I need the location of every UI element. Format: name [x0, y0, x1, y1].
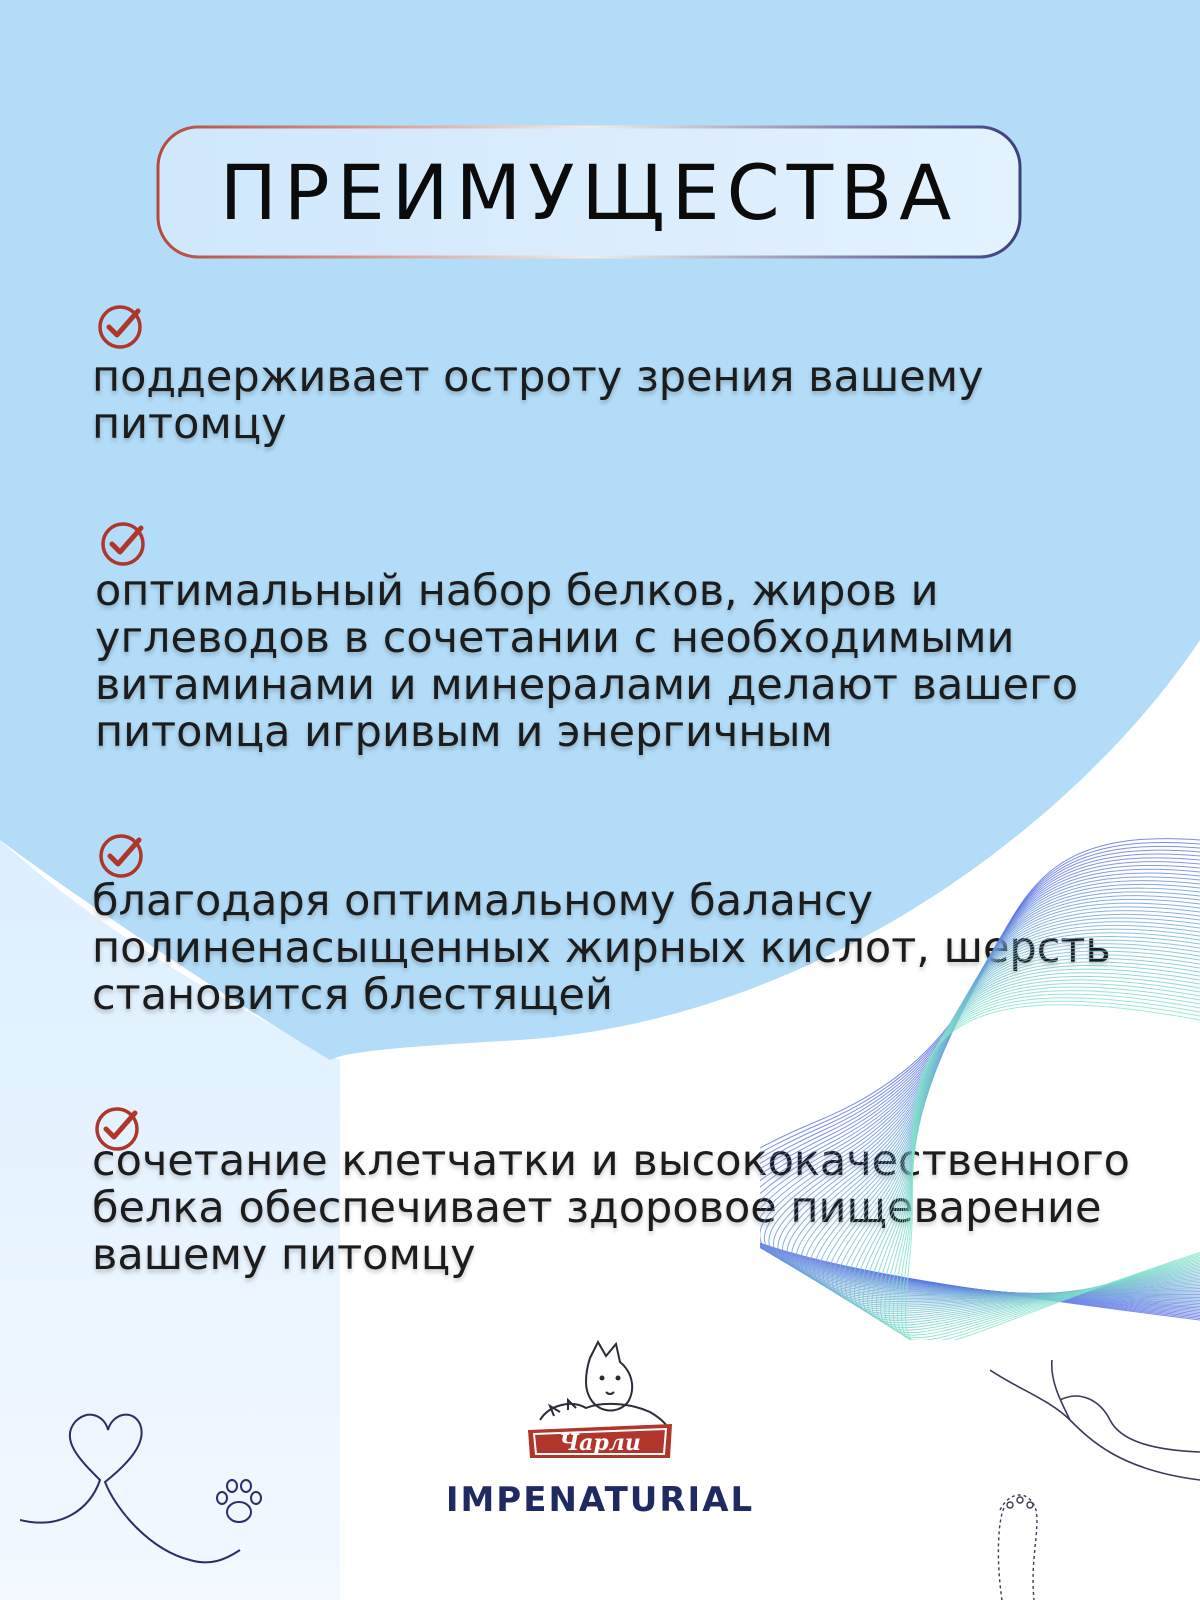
- wave-line: [801, 918, 1200, 1295]
- benefit-line: питомцу: [92, 399, 287, 449]
- benefit-line: оптимальный набор белков, жиров и: [95, 566, 939, 616]
- wave-line: [769, 892, 1200, 1299]
- wave-lines-decoration: [760, 820, 1200, 1340]
- wave-line: [760, 881, 1200, 1304]
- benefit-line: витаминами и минералами делают вашего: [95, 660, 1079, 710]
- wave-line: [760, 846, 1200, 1317]
- benefit-line: благодаря оптимальному балансу: [92, 876, 874, 926]
- wave-line: [760, 854, 1200, 1314]
- check-circle-icon: [97, 832, 145, 880]
- page-title: ПРЕИМУЩЕСТВА: [219, 147, 959, 237]
- wave-line: [760, 865, 1200, 1309]
- benefit-text: [92, 354, 984, 448]
- wave-line: [760, 884, 1200, 1302]
- benefit-line: поддерживает остроту зрения вашему: [92, 352, 984, 402]
- brand-name: IMPENATURIAL: [445, 1480, 755, 1520]
- wave-line: [760, 869, 1200, 1308]
- benefit-line: углеводов в сочетании с необходимыми: [95, 613, 1015, 663]
- wave-line: [760, 842, 1200, 1318]
- benefit-line: сочетание клетчатки и высококачественного: [92, 1136, 1130, 1186]
- logo-text: Чарли: [559, 1430, 641, 1456]
- benefit-line: становится блестящей: [92, 970, 613, 1020]
- hand-and-paw-icon: [990, 1360, 1200, 1600]
- benefit-line: полиненасыщенных жирных кислот, шерсть: [92, 923, 1111, 973]
- wave-line: [841, 951, 1200, 1309]
- wave-line: [760, 862, 1200, 1311]
- wave-line: [760, 850, 1200, 1315]
- benefit-text: [95, 568, 1078, 756]
- benefit-line: вашему питомцу: [92, 1230, 476, 1280]
- check-circle-icon: [99, 520, 147, 568]
- title-box: [156, 125, 1022, 259]
- benefit-line: питомца игривым и энергичным: [95, 707, 833, 757]
- benefit-line: белка обеспечивает здоровое пищеварение: [92, 1183, 1102, 1233]
- check-circle-icon: [96, 303, 144, 351]
- wave-line: [764, 888, 1200, 1300]
- dog-and-cat-logo-icon: [520, 1338, 680, 1460]
- paw-print-icon: [212, 1474, 266, 1530]
